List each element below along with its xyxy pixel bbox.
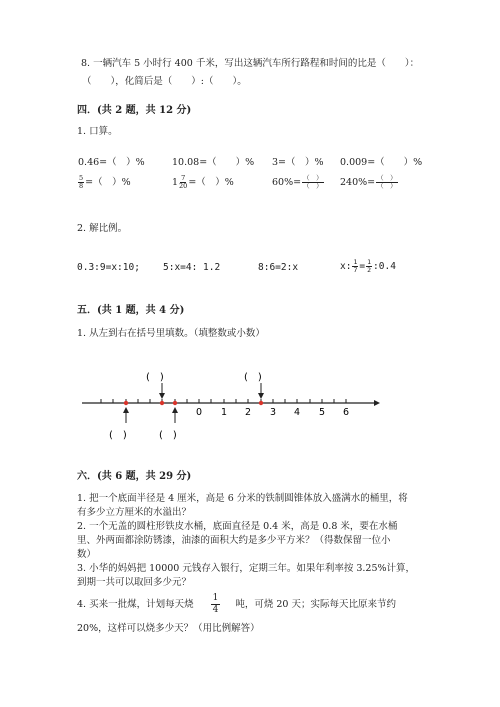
tick-label-0: 0 xyxy=(196,407,203,418)
arrow-down-2-head xyxy=(258,393,264,399)
section-6-title: 六．(共 6 题，共 29 分) xyxy=(77,471,192,482)
q6-3-line1: 3. 小华的妈妈把 10000 元钱存入银行，定期三年。如果年利率按 3.25%计算， xyxy=(77,563,416,574)
proportion-1: 0.3:9=x:10; xyxy=(77,262,140,273)
tick-label-6: 6 xyxy=(343,407,350,418)
frac-den: 8 xyxy=(79,182,84,190)
calc-10-08: 10.08=（ ）% xyxy=(172,157,255,168)
frac-den: （ ） xyxy=(377,182,397,190)
calc-1-7-20 xyxy=(172,175,234,190)
calc-rest: =（ ）% xyxy=(188,177,234,188)
q6-3-line2: 到期一共可以取回多少元？ xyxy=(77,577,192,588)
q6-2-line1: 2. 一个无盖的圆柱形铁皮水桶，底面直径是 0.4 米，高是 0.8 米，要在水桶 xyxy=(77,521,398,532)
frac-num: 1 xyxy=(212,592,219,603)
frac-num: （ ） xyxy=(303,174,323,182)
q6-4-pre: 4. 买来一批煤，计划每天烧 xyxy=(77,598,194,610)
frac-den: 20 xyxy=(179,182,188,190)
tick-label-1: 1 xyxy=(221,407,228,418)
frac-den: （ ） xyxy=(303,182,323,190)
number-line xyxy=(0,360,500,445)
calc-rest: =（ ）% xyxy=(85,177,131,188)
q8-line2: （ ），化简后是（ ）:（ ）。 xyxy=(82,76,247,87)
q8-line1: 8. 一辆汽车 5 小时行 400 千米，写出这辆汽车所行路程和时间的比是（ ）： xyxy=(81,58,420,69)
frac-num: 1 xyxy=(367,258,372,266)
q6-4-post: 吨，可烧 20 天；实际每天比原来节约 xyxy=(235,598,396,610)
frac-num: 7 xyxy=(181,174,186,182)
section-4-title: 四．(共 2 题，共 12 分) xyxy=(77,105,192,116)
paren-bottom-2: ( ) xyxy=(159,430,177,441)
tick-label-2: 2 xyxy=(245,407,252,418)
q6-4-line1 xyxy=(77,590,396,618)
calc-0-009: 0.009=（ ）% xyxy=(340,157,423,168)
eq-part: = xyxy=(359,261,366,272)
point-1 xyxy=(124,401,128,405)
tick-label-4: 4 xyxy=(294,407,301,418)
q4-2-label: 2. 解比例。 xyxy=(77,223,128,234)
q6-4-line2: 20%，这样可以烧多少天？（用比例解答） xyxy=(77,623,260,634)
frac-num: 5 xyxy=(79,174,84,182)
point-3 xyxy=(173,401,177,405)
q4-1-label: 1. 口算。 xyxy=(77,126,118,137)
calc-240-percent xyxy=(340,175,399,190)
q6-1-line1: 1. 把一个底面半径是 4 厘米，高是 6 分米的铁制圆锥体放入盛满水的桶里，将 xyxy=(77,493,408,504)
axis-ticks xyxy=(101,399,346,403)
frac-den: 4 xyxy=(212,604,219,615)
proportion-3: 8:6=2:x xyxy=(258,262,299,273)
section-5-title: 五．(共 1 题，共 4 分) xyxy=(77,305,185,316)
arrow-down-1-head xyxy=(159,393,165,399)
tick-label-3: 3 xyxy=(270,407,277,418)
calc-3: 3=（ ）% xyxy=(272,157,324,168)
paren-bottom-1: ( ) xyxy=(109,430,127,441)
frac-num: 1 xyxy=(353,258,358,266)
eq-part: :0.4 xyxy=(373,261,396,272)
tick-label-5: 5 xyxy=(319,407,326,418)
calc-pre: 240%= xyxy=(340,177,376,188)
frac-num: （ ） xyxy=(377,174,397,182)
point-2 xyxy=(160,401,164,405)
calc-60-percent xyxy=(272,175,325,190)
q6-1-line2: 有多少立方厘米的水溢出？ xyxy=(77,507,192,518)
eq-part: x: xyxy=(340,261,352,272)
axis-arrow xyxy=(374,400,380,406)
paren-top-2: ( ) xyxy=(244,372,262,383)
calc-5-8 xyxy=(77,175,131,190)
frac-den: 7 xyxy=(353,266,358,274)
paren-top-1: ( ) xyxy=(146,372,164,383)
q6-2-line2: 里、外两面都涂防锈漆，油漆的面积大约是多少平方米？（得数保留一位小 xyxy=(77,535,391,546)
proportion-2: 5:x=4: 1.2 xyxy=(163,262,221,273)
proportion-4 xyxy=(340,259,396,274)
q5-1-label: 1. 从左到右在括号里填数。（填整数或小数） xyxy=(77,328,265,339)
calc-pre: 60%= xyxy=(272,177,302,188)
point-4 xyxy=(259,401,263,405)
whole-part: 1 xyxy=(172,177,179,188)
q6-2-line3: 数） xyxy=(77,549,97,560)
calc-0-46: 0.46=（ ）% xyxy=(78,157,145,168)
frac-den: 2 xyxy=(367,266,372,274)
